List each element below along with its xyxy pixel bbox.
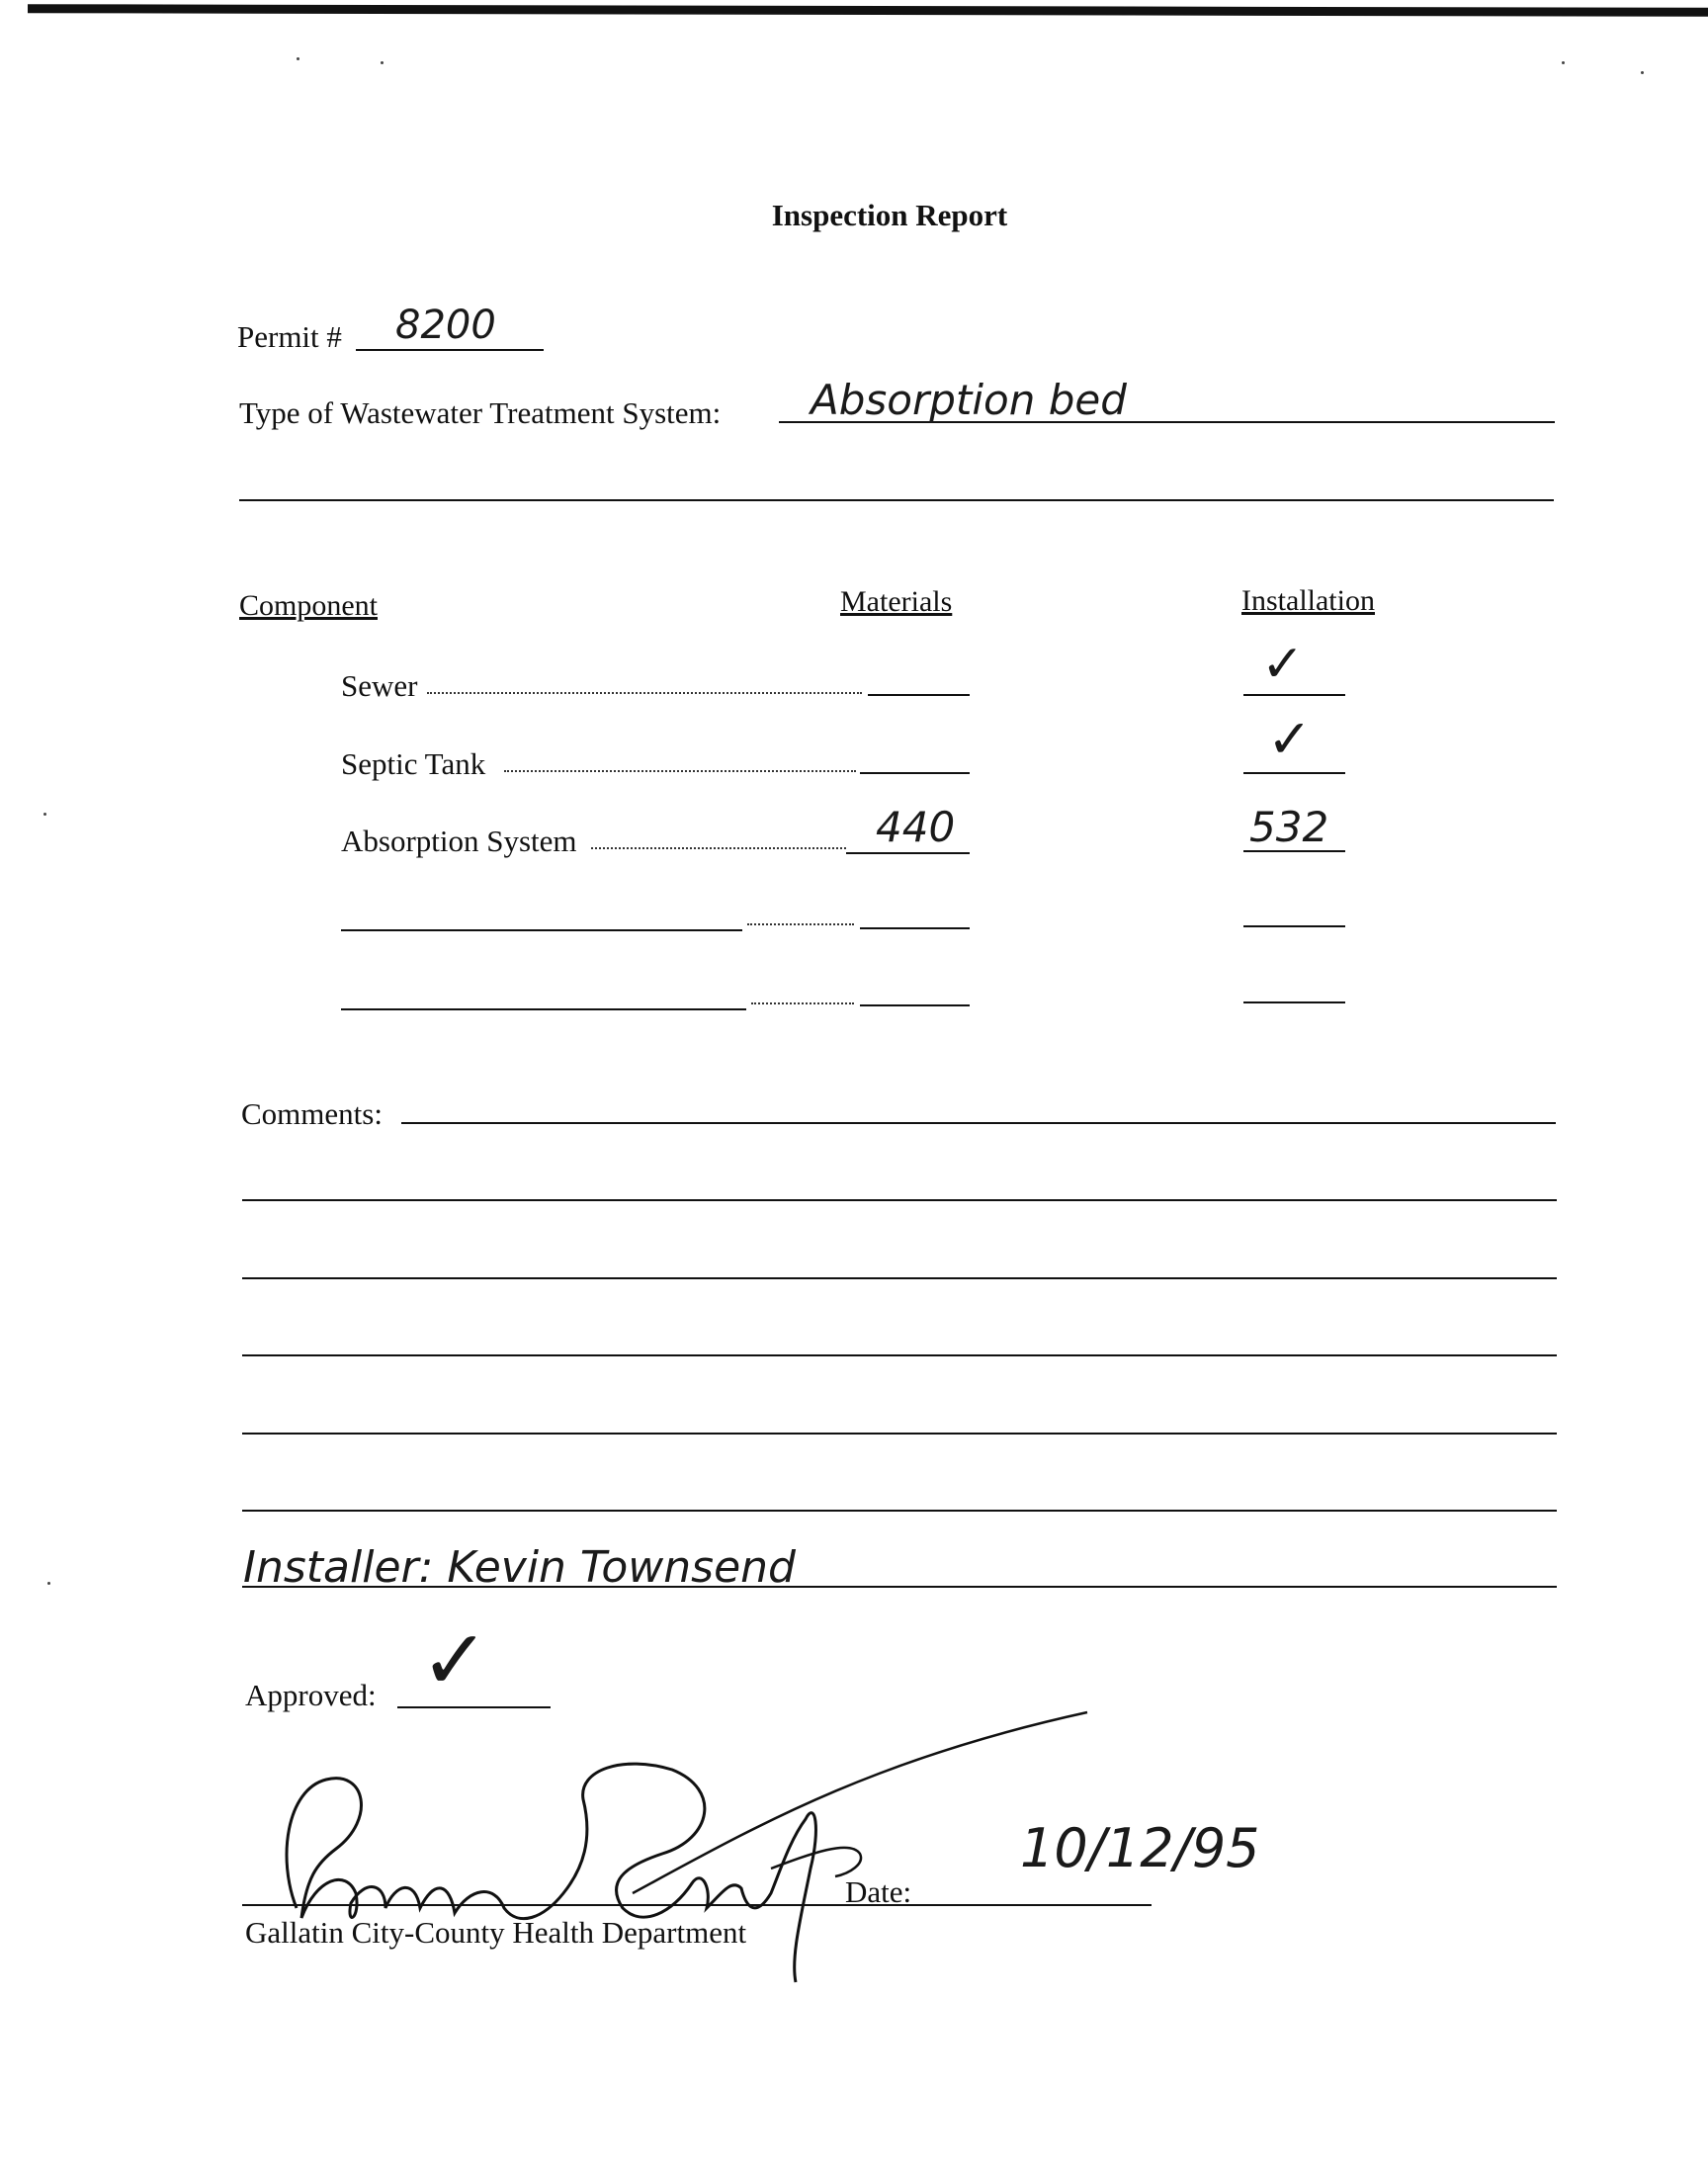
component-header: Component <box>239 589 378 622</box>
department-name: Gallatin City-County Health Department <box>245 1915 747 1950</box>
scan-speck <box>297 57 299 60</box>
comments-line <box>242 1354 1557 1356</box>
date-label: Date: <box>845 1874 912 1909</box>
comments-label: Comments: <box>241 1096 383 1131</box>
installation-septic-tank-value: ✓ <box>1267 708 1313 770</box>
top-rule <box>28 4 1708 17</box>
comments-line <box>242 1199 1557 1201</box>
leader-dots <box>591 847 846 849</box>
materials-line <box>860 772 970 774</box>
page-title: Inspection Report <box>771 198 1008 232</box>
materials-line <box>860 927 970 929</box>
blank-component-line <box>341 1008 746 1010</box>
system-type-value: Absorption bed <box>811 376 1127 424</box>
materials-line <box>860 1004 970 1006</box>
leader-dots <box>747 923 854 925</box>
scan-speck <box>381 61 384 64</box>
permit-label: Permit # <box>237 319 342 354</box>
installation-sewer-value: ✓ <box>1261 635 1305 694</box>
materials-line <box>868 694 970 696</box>
leader-dots <box>427 692 862 694</box>
comments-line <box>401 1122 1556 1124</box>
installation-line <box>1243 772 1345 774</box>
scan-speck <box>1562 61 1565 64</box>
permit-value: 8200 <box>395 303 496 348</box>
date-value: 10/12/95 <box>1020 1817 1260 1879</box>
comments-line <box>242 1433 1557 1435</box>
scan-speck <box>43 813 46 816</box>
component-septic-tank-label: Septic Tank <box>341 746 486 781</box>
materials-header: Materials <box>840 585 953 618</box>
leader-dots <box>751 1002 854 1004</box>
materials-line <box>846 852 970 854</box>
approved-label: Approved: <box>245 1678 377 1712</box>
permit-line <box>356 349 544 351</box>
installation-absorption-system-value: 532 <box>1249 803 1329 851</box>
installer-note: Installer: Kevin Townsend <box>243 1542 796 1593</box>
blank-component-line <box>341 929 742 931</box>
installation-header: Installation <box>1241 584 1375 617</box>
installer-line <box>242 1586 1557 1588</box>
component-absorption-system-label: Absorption System <box>341 824 577 858</box>
installation-line <box>1243 925 1345 927</box>
installation-line <box>1243 1001 1345 1003</box>
scan-speck <box>1641 71 1644 74</box>
component-sewer-label: Sewer <box>341 668 418 703</box>
leader-dots <box>504 770 856 772</box>
comments-line <box>242 1510 1557 1512</box>
system-type-line-2 <box>239 499 1554 501</box>
system-type-label: Type of Wastewater Treatment System: <box>239 395 722 430</box>
comments-line <box>242 1277 1557 1279</box>
signature-date-line <box>242 1904 1152 1906</box>
approved-check: ✓ <box>420 1611 490 1708</box>
installation-line <box>1243 694 1345 696</box>
scan-speck <box>47 1582 50 1585</box>
materials-absorption-system-value: 440 <box>876 803 956 851</box>
